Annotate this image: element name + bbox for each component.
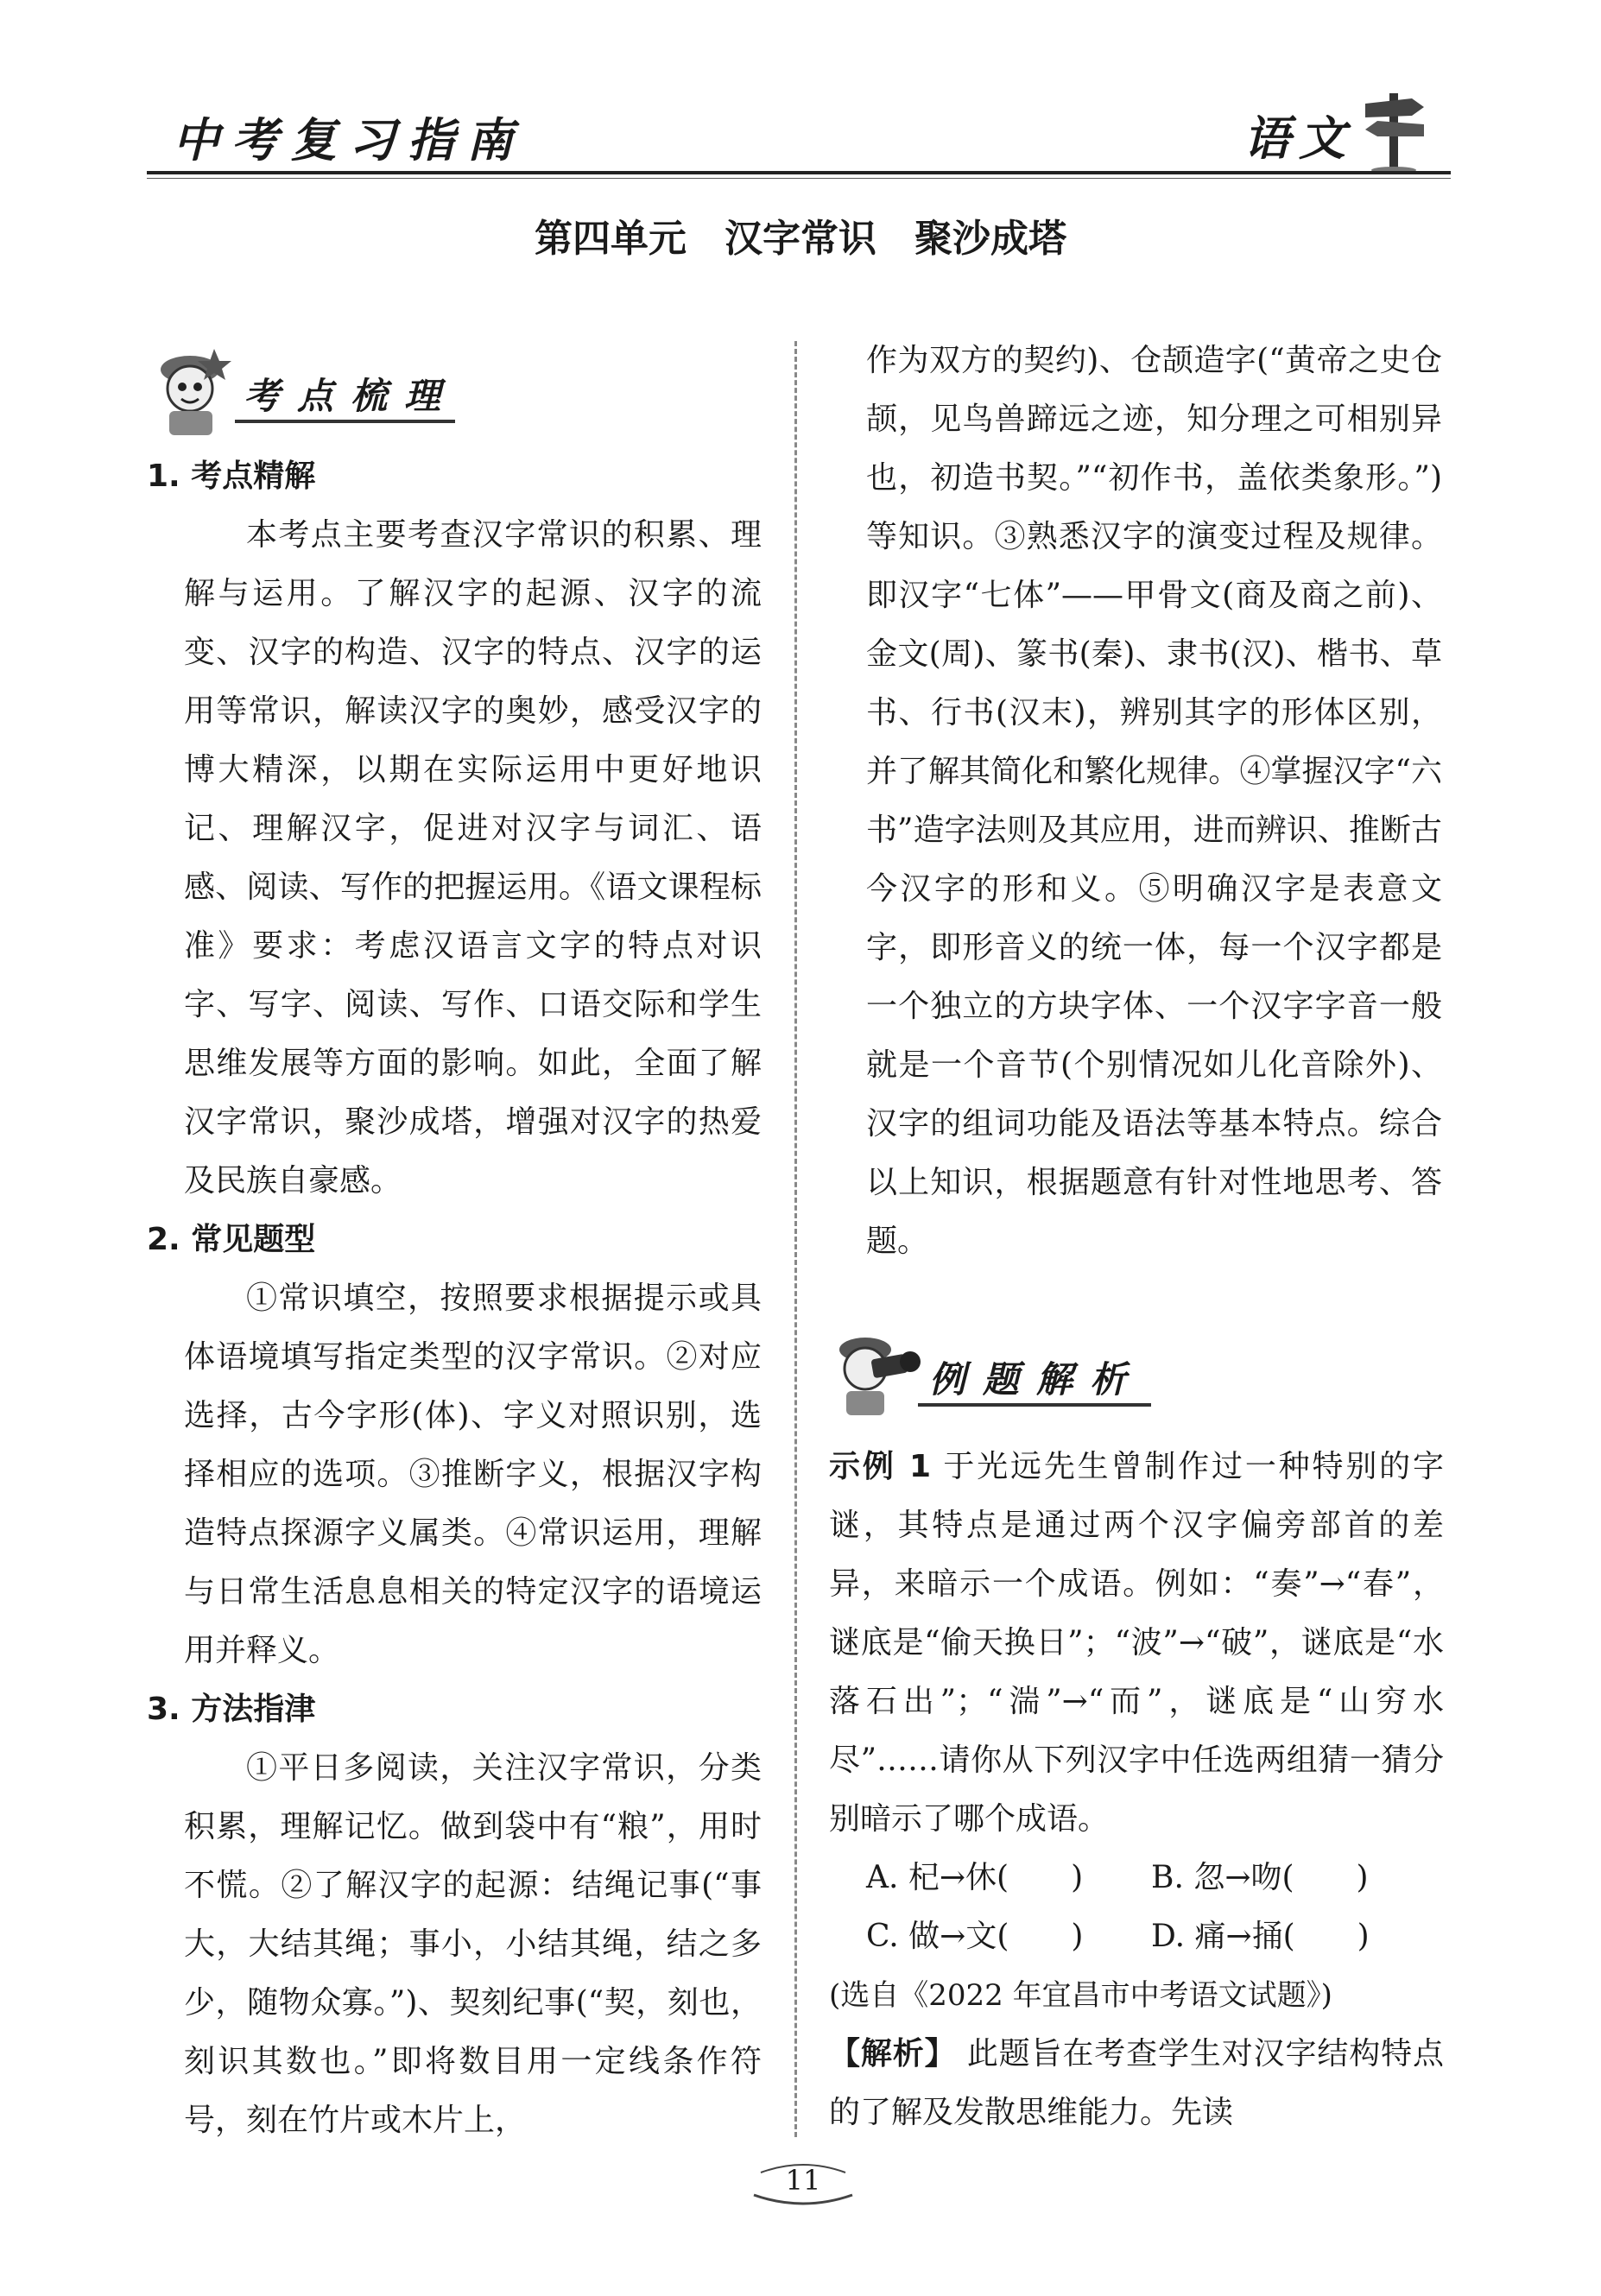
page-number-badge <box>747 2157 859 2209</box>
option-c: C. 做→文( ) <box>866 1919 1084 1954</box>
section-3-paragraph: ①平日多阅读，关注汉字常识，分类积累，理解记忆。做到袋中有“粮”，用时不慌。②了解汉字的起源：结绳记事(“事大，大结其绳；事小，小结其绳，结之多少，随物众寡。”)、契刻纪事(“契，刻也，刻识其数也。”即将数目用一定线条作符号，刻在竹片或木片上， <box>184 1750 762 2138</box>
example-1 <box>829 1438 1444 1849</box>
header-rule <box>147 171 1451 174</box>
section-2-paragraph: ①常识填空，按照要求根据提示或具体语境填写指定类型的汉字常识。②对应选择，古今字形(体)、字义对照识别，选择相应的选项。③推断字义，根据汉字构造特点探源字义属类。④常识运用，理解与日常生活息息相关的特定汉字的语境运用并释义。 <box>184 1281 762 1668</box>
analysis-text: 此题旨在考查学生对汉字结构特点的了解及发散思维能力。先读 <box>829 2036 1444 2130</box>
example-text: 于光远先生曾制作过一种特别的字谜，其特点是通过两个汉字偏旁部首的差异，来暗示一个成语。例如：“奏”→“春”，谜底是“偷天换日”；“波”→“破”，谜底是“水落石出”；“湍”→“而”，谜底是“山穷水尽”……请你从下列汉字中任选两组猜一猜分别暗示了哪个成语。 <box>829 1449 1444 1837</box>
option-d: D. 痛→捅( ) <box>1151 1919 1370 1954</box>
kaodian-banner-label: 考点梳理 <box>244 375 459 417</box>
continuation-paragraph: 作为双方的契约)、仓颉造字(“黄帝之史仓颉，见鸟兽蹄远之迹，知分理之可相别异也，初造书契。”“初作书，盖依类象形。”)等知识。③熟悉汉字的演变过程及规律。即汉字“七体”——甲骨文(商及商之前)、金文(周)、篆书(秦)、隶书(汉)、楷书、草书、行书(汉末)，辨别其字的形体区别，并了解其简化和繁化规律。④掌握汉字“六书”造字法则及其应用，进而辨识、推断古今汉字的形和义。⑤明确汉字是表意文字，即形音义的统一体，每一个汉字都是一个独立的方块字体、一个汉字字音一般就是一个音节(个别情况如儿化音除外)、汉字的组词功能及语法等基本特点。综合以上知识，根据题意有针对性地思考、答题。 <box>866 343 1442 1259</box>
option-a: A. 杞→休( ) <box>866 1860 1084 1895</box>
subject-label: 语文 <box>1243 111 1354 166</box>
example-label: 示例 1 <box>829 1449 932 1484</box>
section-heading-3: 3. 方法指津 <box>147 1692 316 1727</box>
left-column <box>147 447 762 2150</box>
signpost-icon <box>1360 86 1429 173</box>
header-rule-thin <box>147 178 1451 179</box>
page-number: 11 <box>785 2164 821 2197</box>
book-title: 中考复习指南 <box>173 113 525 168</box>
option-b: B. 忽→吻( ) <box>1151 1860 1369 1895</box>
section-heading-1: 1. 考点精解 <box>147 459 316 494</box>
options-row-2 <box>829 1907 1444 1966</box>
source-citation: (选自《2022 年宜昌市中考语文试题》) <box>829 1978 1332 2013</box>
liti-banner-label: 例题解析 <box>929 1358 1144 1401</box>
unit-title: 第四单元 汉字常识 聚沙成塔 <box>535 217 1066 261</box>
column-divider <box>794 341 797 2137</box>
mascot-icon <box>149 344 235 439</box>
analysis-paragraph <box>829 2025 1444 2142</box>
liti-banner <box>827 1325 1155 1420</box>
right-column <box>829 332 1442 1271</box>
options-row-1 <box>829 1849 1444 1907</box>
section-heading-2: 2. 常见题型 <box>147 1222 316 1257</box>
section-1-paragraph: 本考点主要考查汉字常识的积累、理解与运用。了解汉字的起源、汉字的流变、汉字的构造、汉字的特点、汉字的运用等常识，解读汉字的奥妙，感受汉字的博大精深，以期在实际运用中更好地识记、理解汉字，促进对汉字与词汇、语感、阅读、写作的把握运用。《语文课程标准》要求：考虑汉语言文字的特点对识字、写字、阅读、写作、口语交际和学生思维发展等方面的影响。如此，全面了解汉字常识，聚沙成塔，增强对汉字的热爱及民族自豪感。 <box>184 517 762 1199</box>
kaodian-banner <box>149 344 459 439</box>
telescope-mascot-icon <box>827 1325 922 1420</box>
analysis-label: 【解析】 <box>829 2036 957 2071</box>
example-block <box>829 1438 1444 2142</box>
